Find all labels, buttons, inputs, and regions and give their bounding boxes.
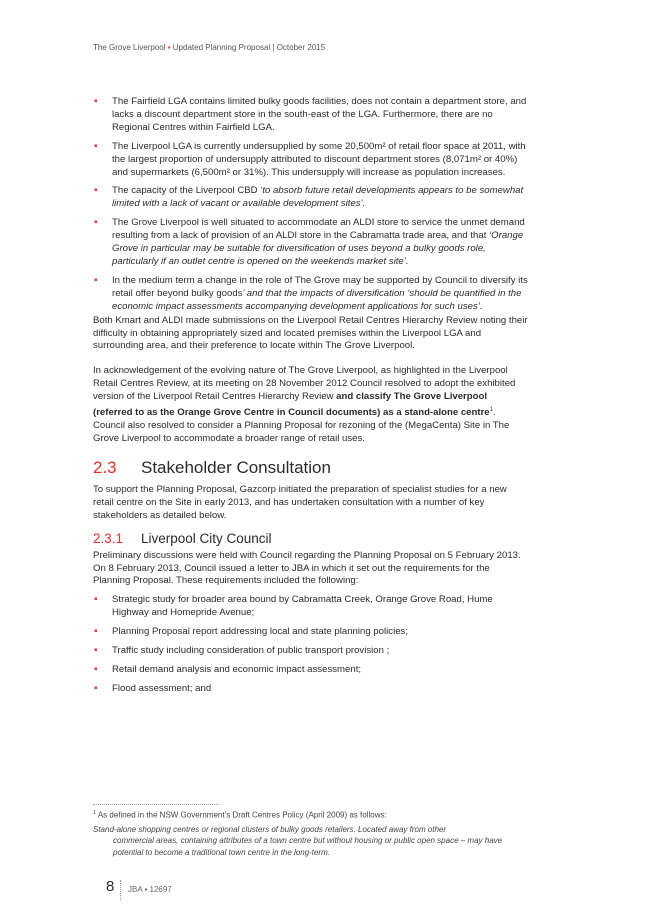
bullet-icon: ▪ (94, 140, 98, 152)
list-item: ▪ The Fairfield LGA contains limited bulky goods facilities, does not contain a department store, and lacks a discount department store in the south-east of the LGA. Furthermore, there are no Regional Centres within Fairfield LGA. (94, 96, 527, 133)
main-content (93, 96, 528, 702)
footnote-text: As defined in the NSW Government’s Draft Centres Policy (April 2009) as follows: (96, 810, 387, 820)
section-heading (93, 458, 528, 478)
list-item: ▪ The Liverpool LGA is currently undersupplied by some 20,500m² of retail floor space at 2011, with the largest proportion of undersupply attributed to discount department stores (8,071m² or 40%) and supermarkets (6,500m² or 31%). This undersupply will increase as population increases. (94, 140, 526, 178)
bullet-icon: ▪ (94, 217, 98, 229)
list-item: ▪ The capacity of the Liverpool CBD ‘to absorb future retail developments appears to be somewhat limited with a lack of vacant or available development sites’. (94, 185, 524, 210)
section-title: Stakeholder Consultation (141, 457, 331, 477)
header-separator: ▪ (165, 43, 173, 52)
bullet-icon: ▪ (94, 274, 98, 286)
footnote-number: 1 (93, 810, 97, 816)
bullet-icon: ▪ (94, 664, 98, 675)
footnote-divider (93, 804, 219, 805)
bullet-icon: ▪ (94, 185, 98, 197)
requirements-list (93, 594, 528, 695)
list-item: ▪ The Grove Liverpool is well situated to accommodate an ALDI store to service the unmet demand resulting from a lack of provision of an ALDI store in the Cabramatta trade area, and that ‘Orange Grove in particular may be suitable for diversification of uses beyond a bulky goods role, particularly if an outlet centre is opened on the weekends market site’. (94, 217, 525, 267)
paragraph-acknowledgement: In acknowledgement of the evolving nature of The Grove Liverpool, as highlighted in the Liverpool Retail Centres Review, at its meeting on 28 November 2012 Council resolved to adopt the exhibited version of the Liverpool Retail Centres Hierarchy Review and classify The Grove Liverpool (referred to as the Orange Grove Centre in Council documents) as a stand-alone centre$^1$. Council also resolved to consider a Planning Proposal for rezoning of the (MegaCentа) Site in The Grove Liverpool to accommodate a broader range of retail uses. (93, 365, 516, 445)
list-item: ▪ Planning Proposal report addressing local and state planning policies; (94, 626, 408, 638)
list-item: ▪ Strategic study for broader area bound by Cabramatta Creek, Orange Grove Road, Hume Highway and Homepride Avenue; (94, 594, 493, 619)
header-right: Updated Planning Proposal | October 2015 (172, 43, 326, 52)
list-item: ▪ Flood assessment; and (94, 682, 212, 694)
bullet-icon: ▪ (94, 96, 98, 107)
footnote-quote: Stand-alone shopping centres or regional clusters of bulky goods retailers. Located away from other commercial areas, containing attributes of a town centre but without housing or public open space – may have potential to become a traditional town centre in the long-term. (93, 824, 503, 857)
bullet-icon: ▪ (94, 682, 98, 694)
bullet-icon: ▪ (94, 594, 98, 606)
section-number: 2.3 (93, 457, 117, 477)
subsection-title: Liverpool City Council (141, 530, 272, 546)
footnote-ref: 1 (489, 407, 493, 414)
findings-list (93, 96, 528, 314)
paragraph-consultation: To support the Planning Proposal, Gazcorp initiated the preparation of specialist studies for a new retail centre on the Site in early 2013, and has undertaken consultation with a number of key stakeholders as detailed below. (93, 483, 507, 521)
paragraph-council: Preliminary discussions were held with Council regarding the Planning Proposal on 5 February 2013. On 8 February 2013, Council issued a letter to JBA in which it set out the requirements for the Planning Proposal. These requirements included the following: (93, 549, 521, 587)
footer-reference: JBA ▪ 12697 (128, 885, 172, 894)
subsection-heading (93, 531, 528, 546)
list-item: ▪ Retail demand analysis and economic impact assessment; (94, 664, 362, 675)
subsection-number: 2.3.1 (93, 530, 124, 546)
list-item: ▪ In the medium term a change in the role of The Grove may be supported by Council to diversify its retail offer beyond bulky goods’ and that the impacts of diversification ‘should be quantified in the economic impact assessments accompanying development applications for such uses’. (94, 274, 528, 312)
running-header (93, 43, 325, 52)
list-item: ▪ Traffic study including consideration of public transport provision ; (94, 645, 390, 657)
paragraph-submissions: Both Kmart and ALDI made submissions on the Liverpool Retail Centres Hierarchy Review noting their difficulty in obtaining appropriately sized and located premises within the Liverpool LGA and surrounding area, and their preference to locate within The Grove Liverpool. (93, 314, 528, 352)
footnote (93, 808, 528, 861)
footer-divider (120, 880, 121, 900)
bullet-icon: ▪ (94, 626, 98, 638)
page-number: 8 (106, 878, 115, 895)
bullet-icon: ▪ (94, 645, 98, 657)
header-left: The Grove Liverpool (93, 43, 166, 52)
